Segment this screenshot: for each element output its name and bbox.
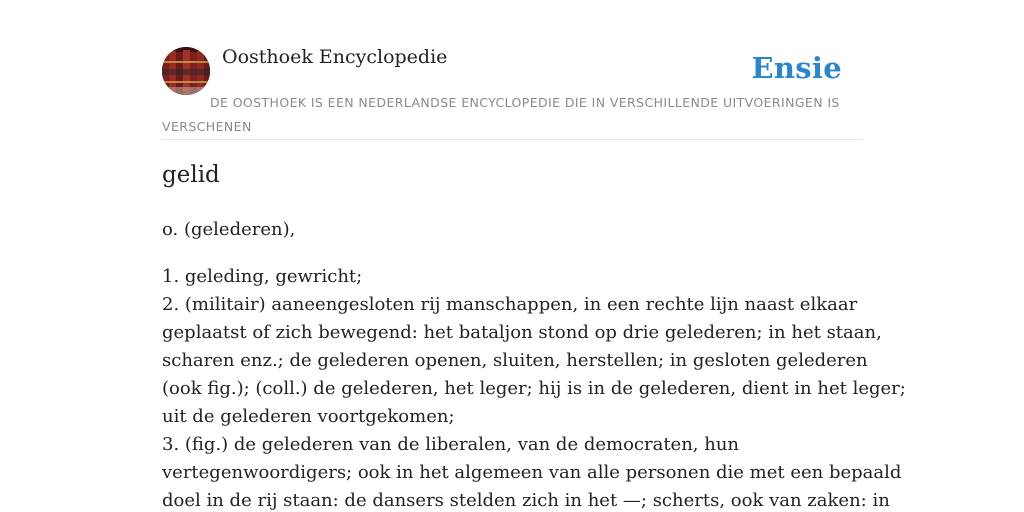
encyclopedia-books-icon — [162, 47, 210, 95]
definition-line: vertegenwoordigers; ook in het algemeen van alle personen die met een bepaald — [162, 462, 902, 483]
page — [162, 0, 906, 512]
definition-line: geplaatst of zich bewegend: het bataljon stond op drie gelederen; in het staan, — [162, 322, 882, 343]
entry-headword: gelid — [162, 162, 220, 188]
definition-line: uit de gelederen voortgekomen; — [162, 406, 455, 427]
source-description: DE OOSTHOEK IS EEN NEDERLANDSE ENCYCLOPEDIE DIE IN VERSCHILLENDE UITVOERINGEN IS VERSCHENEN — [162, 95, 840, 134]
source-header — [162, 0, 862, 140]
source-avatar[interactable] — [162, 47, 210, 95]
definition-line: scharen enz.; de gelederen openen, sluiten, herstellen; in gesloten gelederen — [162, 350, 868, 371]
definition-line: 3. (fig.) de gelederen van de liberalen, van de democraten, hun — [162, 434, 740, 455]
ensie-logo[interactable]: Ensie — [751, 51, 842, 85]
definition-line: doel in de rij staan: de dansers stelden zich in het —; scherts, ook van zaken: in — [162, 490, 890, 511]
definition-line: (ook fig.); (coll.) de gelederen, het leger; hij is in de gelederen, dient in het leger; — [162, 378, 906, 399]
source-title[interactable]: Oosthoek Encyclopedie — [222, 46, 448, 68]
definition-line: 2. (militair) aaneengesloten rij manschappen, in een rechte lijn naast elkaar — [162, 294, 858, 315]
entry-definition — [162, 263, 906, 512]
definition-line: 1. geleding, gewricht; — [162, 266, 363, 287]
entry-grammar: o. (gelederen), — [162, 219, 296, 240]
